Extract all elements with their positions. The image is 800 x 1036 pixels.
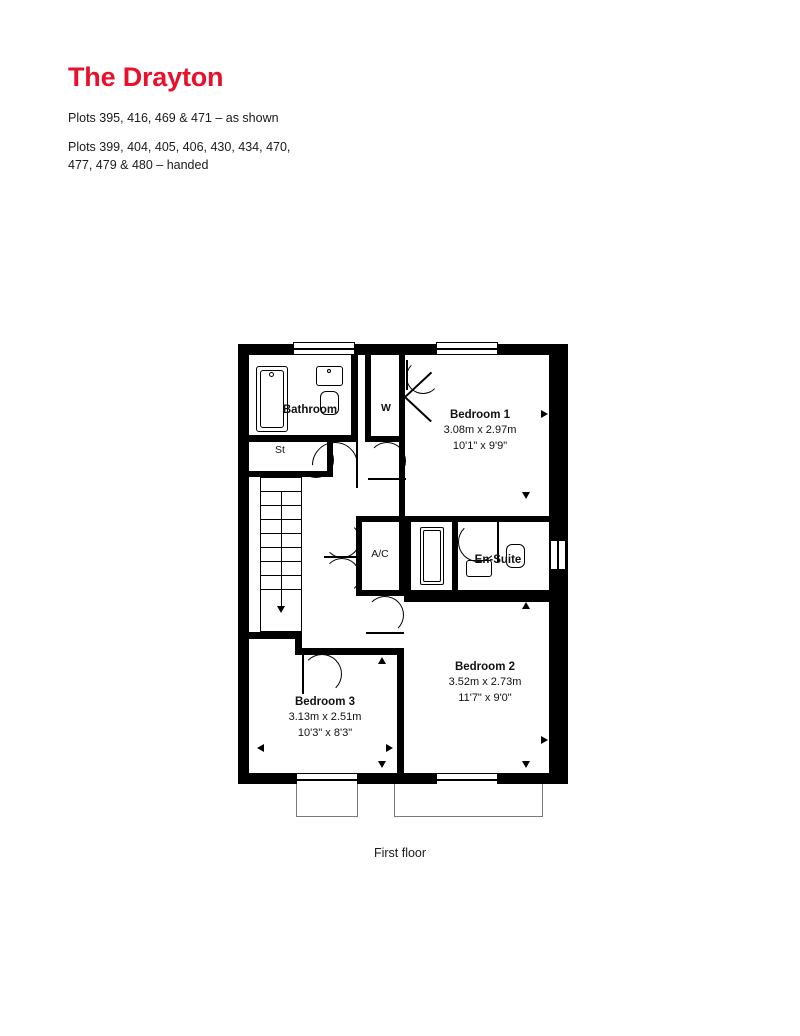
plots-as-shown: Plots 395, 416, 469 & 471 – as shown (68, 111, 279, 125)
door-swing-bedroom3 (302, 654, 342, 694)
dim-arrow-bedroom1-down (522, 492, 530, 499)
room-label-ensuite: En-Suite (474, 554, 522, 566)
bath-inner (260, 370, 284, 428)
stair-direction-arrow (277, 606, 285, 613)
room-label-bathroom: Bathroom (282, 404, 338, 416)
floor-plan-drawing (238, 344, 568, 804)
wall-bathroom-right (351, 355, 358, 442)
room-label-bedroom1: Bedroom 1 3.08m x 2.97m 10'1" x 9'9" (443, 409, 517, 452)
door-swing-bedroom2 (366, 596, 404, 634)
room-label-store: St (275, 444, 285, 456)
basin-bathroom-tap-icon (327, 369, 331, 373)
window-bathroom-mullion (293, 348, 355, 350)
plots-handed-line1: Plots 399, 404, 405, 406, 430, 434, 470, (68, 140, 291, 155)
door-leaf-bathroom (356, 442, 358, 488)
dim-arrow-bedroom3-down (378, 761, 386, 768)
dim-arrow-bedroom2-down (522, 761, 530, 768)
door-leaf-bedroom1 (368, 478, 406, 480)
room-label-bedroom3: Bedroom 3 3.13m x 2.51m 10'3" x 8'3" (288, 696, 362, 739)
floor-caption: First floor (373, 846, 427, 860)
wall-bedroom1-left (399, 355, 405, 522)
room-label-ac: A/C (371, 548, 389, 560)
plots-handed-line2: 477, 479 & 480 – handed (68, 158, 209, 173)
wall-bathroom-bottom (249, 435, 358, 442)
window-ensuite-mullion (557, 540, 559, 570)
page-title: The Drayton (68, 62, 224, 92)
room-label-wardrobe: W (381, 402, 391, 414)
wall-exterior-left (238, 344, 249, 784)
wall-landing-right (356, 590, 404, 596)
wall-exterior-top (238, 344, 568, 355)
wall-bedroom1-bottom (399, 516, 549, 522)
door-swing-ac-left (324, 522, 360, 558)
door-swing-ac-bottom (324, 558, 360, 594)
stair-direction-line (281, 491, 282, 611)
wall-landing-bottom (249, 632, 301, 639)
dim-arrow-bedroom3-right (386, 744, 393, 752)
dim-arrow-bedroom2-right (541, 736, 548, 744)
plan-header (68, 62, 488, 185)
door-leaf-bedroom2 (366, 632, 404, 634)
door-leaf-bedroom3 (302, 654, 304, 694)
room-label-bedroom2: Bedroom 2 3.52m x 2.73m 11'7" x 9'0" (448, 661, 522, 704)
dim-arrow-bedroom3-left (257, 744, 264, 752)
window-bedroom1-mullion (436, 348, 498, 350)
bath-tap-icon (269, 372, 274, 377)
wall-ac-top (356, 516, 405, 522)
projection-left (296, 784, 358, 817)
shower-ensuite-inner (423, 530, 441, 582)
wall-bedroom3-top (295, 648, 404, 655)
window-bedroom2-mullion (436, 779, 498, 781)
wall-wardrobe-left (365, 355, 371, 442)
wall-bedroom3-right (397, 648, 404, 774)
door-swing-bedroom1 (368, 442, 406, 480)
projection-right (394, 784, 543, 817)
wall-ensuite-left (405, 516, 411, 596)
dim-arrow-bedroom3-up (378, 657, 386, 664)
wall-exterior-bottom (238, 773, 568, 784)
dim-arrow-bedroom2-up (522, 602, 530, 609)
window-bedroom3-mullion (296, 779, 358, 781)
door-swing-store (298, 442, 334, 478)
